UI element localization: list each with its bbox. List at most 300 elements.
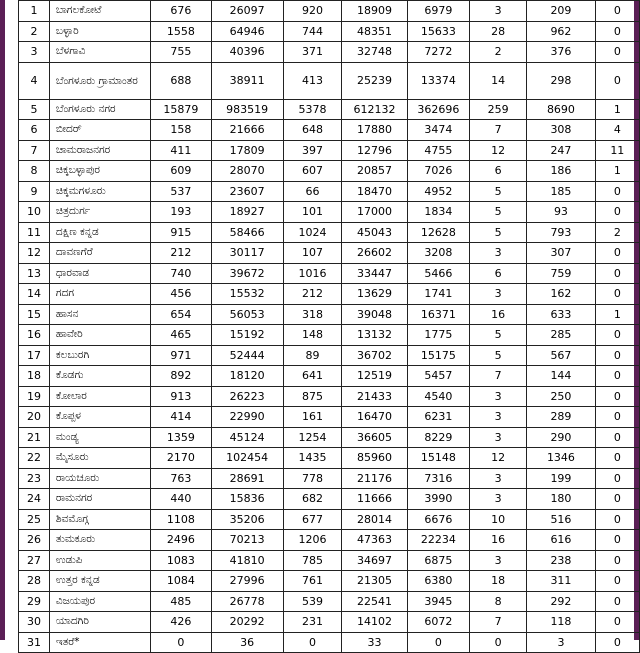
value-col-4-cell: 17000 xyxy=(342,202,408,223)
table-row xyxy=(19,21,640,42)
district-name-cell: ಮಂಡ್ಯ xyxy=(49,427,150,448)
value-col-6-cell: 6 xyxy=(470,263,527,284)
value-col-8-cell: 0 xyxy=(595,509,639,530)
value-col-1-cell: 1558 xyxy=(151,21,211,42)
value-col-2-cell: 40396 xyxy=(211,42,283,63)
value-col-3-cell: 744 xyxy=(283,21,341,42)
district-name-cell: ರಾಮನಗರ xyxy=(49,489,150,510)
value-col-4-cell: 26602 xyxy=(342,243,408,264)
value-col-3-cell: 1254 xyxy=(283,427,341,448)
value-col-4-cell: 18909 xyxy=(342,1,408,22)
value-col-1-cell: 193 xyxy=(151,202,211,223)
value-col-6-cell: 14 xyxy=(470,62,527,99)
value-col-6-cell: 8 xyxy=(470,591,527,612)
district-name-cell: ದಕ್ಷಿಣ ಕನ್ನಡ xyxy=(49,222,150,243)
value-col-6-cell: 3 xyxy=(470,1,527,22)
value-col-5-cell: 15175 xyxy=(407,345,469,366)
serial-number-cell: 3 xyxy=(19,42,50,63)
value-col-7-cell: 290 xyxy=(527,427,595,448)
value-col-2-cell: 35206 xyxy=(211,509,283,530)
value-col-3-cell: 682 xyxy=(283,489,341,510)
value-col-6-cell: 10 xyxy=(470,509,527,530)
district-name-cell: ಇತರೆ* xyxy=(49,632,150,653)
value-col-2-cell: 45124 xyxy=(211,427,283,448)
value-col-8-cell: 0 xyxy=(595,427,639,448)
value-col-4-cell: 12519 xyxy=(342,366,408,387)
value-col-5-cell: 4952 xyxy=(407,181,469,202)
value-col-3-cell: 1024 xyxy=(283,222,341,243)
value-col-3-cell: 1435 xyxy=(283,448,341,469)
value-col-3-cell: 875 xyxy=(283,386,341,407)
value-col-6-cell: 18 xyxy=(470,571,527,592)
value-col-5-cell: 0 xyxy=(407,632,469,653)
value-col-1-cell: 915 xyxy=(151,222,211,243)
value-col-5-cell: 22234 xyxy=(407,530,469,551)
district-name-cell: ಚಿತ್ರದುರ್ಗ xyxy=(49,202,150,223)
value-col-6-cell: 5 xyxy=(470,202,527,223)
serial-number-cell: 31 xyxy=(19,632,50,653)
value-col-2-cell: 17809 xyxy=(211,140,283,161)
district-name-cell: ರಾಯಚೂರು xyxy=(49,468,150,489)
value-col-2-cell: 38911 xyxy=(211,62,283,99)
serial-number-cell: 4 xyxy=(19,62,50,99)
value-col-2-cell: 15532 xyxy=(211,284,283,305)
value-col-5-cell: 7026 xyxy=(407,161,469,182)
value-col-7-cell: 238 xyxy=(527,550,595,571)
value-col-1-cell: 755 xyxy=(151,42,211,63)
table-row xyxy=(19,366,640,387)
value-col-5-cell: 13374 xyxy=(407,62,469,99)
value-col-2-cell: 28691 xyxy=(211,468,283,489)
value-col-5-cell: 12628 xyxy=(407,222,469,243)
value-col-2-cell: 27996 xyxy=(211,571,283,592)
value-col-6-cell: 7 xyxy=(470,366,527,387)
value-col-6-cell: 7 xyxy=(470,612,527,633)
district-name-cell: ದಾವಣಗೆರೆ xyxy=(49,243,150,264)
table-row xyxy=(19,304,640,325)
table-row xyxy=(19,632,640,653)
table-row xyxy=(19,243,640,264)
table-row xyxy=(19,345,640,366)
value-col-5-cell: 4755 xyxy=(407,140,469,161)
value-col-3-cell: 107 xyxy=(283,243,341,264)
value-col-6-cell: 3 xyxy=(470,243,527,264)
value-col-4-cell: 16470 xyxy=(342,407,408,428)
value-col-8-cell: 11 xyxy=(595,140,639,161)
value-col-1-cell: 609 xyxy=(151,161,211,182)
value-col-7-cell: 567 xyxy=(527,345,595,366)
value-col-8-cell: 0 xyxy=(595,284,639,305)
serial-number-cell: 20 xyxy=(19,407,50,428)
table-row xyxy=(19,489,640,510)
value-col-2-cell: 58466 xyxy=(211,222,283,243)
value-col-2-cell: 26223 xyxy=(211,386,283,407)
value-col-2-cell: 18927 xyxy=(211,202,283,223)
value-col-7-cell: 250 xyxy=(527,386,595,407)
district-name-cell: ಕೊಪ್ಪಳ xyxy=(49,407,150,428)
value-col-1-cell: 676 xyxy=(151,1,211,22)
value-col-2-cell: 30117 xyxy=(211,243,283,264)
value-col-1-cell: 1083 xyxy=(151,550,211,571)
value-col-6-cell: 3 xyxy=(470,468,527,489)
value-col-3-cell: 66 xyxy=(283,181,341,202)
value-col-4-cell: 36605 xyxy=(342,427,408,448)
value-col-1-cell: 740 xyxy=(151,263,211,284)
value-col-4-cell: 14102 xyxy=(342,612,408,633)
value-col-6-cell: 28 xyxy=(470,21,527,42)
value-col-3-cell: 397 xyxy=(283,140,341,161)
value-col-7-cell: 209 xyxy=(527,1,595,22)
value-col-8-cell: 0 xyxy=(595,243,639,264)
value-col-1-cell: 913 xyxy=(151,386,211,407)
value-col-6-cell: 16 xyxy=(470,530,527,551)
serial-number-cell: 29 xyxy=(19,591,50,612)
value-col-5-cell: 1741 xyxy=(407,284,469,305)
value-col-2-cell: 102454 xyxy=(211,448,283,469)
value-col-3-cell: 5378 xyxy=(283,99,341,120)
district-name-cell: ಗದಗ xyxy=(49,284,150,305)
value-col-4-cell: 12796 xyxy=(342,140,408,161)
value-col-6-cell: 3 xyxy=(470,407,527,428)
value-col-6-cell: 7 xyxy=(470,120,527,141)
value-col-5-cell: 6380 xyxy=(407,571,469,592)
district-name-cell: ಬೆಳಗಾವಿ xyxy=(49,42,150,63)
value-col-7-cell: 185 xyxy=(527,181,595,202)
value-col-5-cell: 8229 xyxy=(407,427,469,448)
value-col-5-cell: 6875 xyxy=(407,550,469,571)
value-col-8-cell: 0 xyxy=(595,489,639,510)
value-col-1-cell: 971 xyxy=(151,345,211,366)
value-col-7-cell: 308 xyxy=(527,120,595,141)
value-col-6-cell: 12 xyxy=(470,140,527,161)
value-col-8-cell: 0 xyxy=(595,632,639,653)
value-col-1-cell: 1084 xyxy=(151,571,211,592)
value-col-6-cell: 6 xyxy=(470,161,527,182)
district-data-table xyxy=(18,0,640,653)
serial-number-cell: 27 xyxy=(19,550,50,571)
value-col-3-cell: 785 xyxy=(283,550,341,571)
value-col-2-cell: 15836 xyxy=(211,489,283,510)
serial-number-cell: 9 xyxy=(19,181,50,202)
serial-number-cell: 14 xyxy=(19,284,50,305)
value-col-3-cell: 761 xyxy=(283,571,341,592)
value-col-2-cell: 26778 xyxy=(211,591,283,612)
value-col-7-cell: 292 xyxy=(527,591,595,612)
table-row xyxy=(19,427,640,448)
value-col-2-cell: 64946 xyxy=(211,21,283,42)
value-col-7-cell: 162 xyxy=(527,284,595,305)
value-col-1-cell: 440 xyxy=(151,489,211,510)
value-col-2-cell: 15192 xyxy=(211,325,283,346)
value-col-6-cell: 5 xyxy=(470,181,527,202)
value-col-7-cell: 8690 xyxy=(527,99,595,120)
serial-number-cell: 8 xyxy=(19,161,50,182)
value-col-6-cell: 5 xyxy=(470,222,527,243)
value-col-4-cell: 48351 xyxy=(342,21,408,42)
table-row xyxy=(19,1,640,22)
value-col-8-cell: 0 xyxy=(595,345,639,366)
value-col-5-cell: 6676 xyxy=(407,509,469,530)
value-col-7-cell: 247 xyxy=(527,140,595,161)
value-col-8-cell: 0 xyxy=(595,571,639,592)
value-col-2-cell: 56053 xyxy=(211,304,283,325)
value-col-5-cell: 7272 xyxy=(407,42,469,63)
district-name-cell: ಕೋಲಾರ xyxy=(49,386,150,407)
value-col-1-cell: 2496 xyxy=(151,530,211,551)
value-col-8-cell: 0 xyxy=(595,202,639,223)
district-name-cell: ಬೆಂಗಳೂರು ನಗರ xyxy=(49,99,150,120)
value-col-5-cell: 15633 xyxy=(407,21,469,42)
district-name-cell: ಧಾರವಾಡ xyxy=(49,263,150,284)
value-col-5-cell: 6979 xyxy=(407,1,469,22)
value-col-5-cell: 5457 xyxy=(407,366,469,387)
value-col-5-cell: 7316 xyxy=(407,468,469,489)
value-col-3-cell: 1016 xyxy=(283,263,341,284)
value-col-1-cell: 0 xyxy=(151,632,211,653)
value-col-6-cell: 2 xyxy=(470,42,527,63)
value-col-1-cell: 892 xyxy=(151,366,211,387)
value-col-2-cell: 70213 xyxy=(211,530,283,551)
table-row xyxy=(19,468,640,489)
district-name-cell: ಬಳ್ಳಾರಿ xyxy=(49,21,150,42)
value-col-8-cell: 0 xyxy=(595,448,639,469)
district-name-cell: ಚಾಮರಾಜನಗರ xyxy=(49,140,150,161)
value-col-1-cell: 2170 xyxy=(151,448,211,469)
serial-number-cell: 10 xyxy=(19,202,50,223)
district-name-cell: ಶಿವಮೊಗ್ಗ xyxy=(49,509,150,530)
value-col-8-cell: 0 xyxy=(595,386,639,407)
value-col-2-cell: 39672 xyxy=(211,263,283,284)
table-row xyxy=(19,509,640,530)
value-col-2-cell: 20292 xyxy=(211,612,283,633)
serial-number-cell: 12 xyxy=(19,243,50,264)
value-col-4-cell: 85960 xyxy=(342,448,408,469)
value-col-8-cell: 0 xyxy=(595,21,639,42)
value-col-4-cell: 25239 xyxy=(342,62,408,99)
value-col-3-cell: 413 xyxy=(283,62,341,99)
district-name-cell: ಉತ್ತರ ಕನ್ನಡ xyxy=(49,571,150,592)
value-col-4-cell: 32748 xyxy=(342,42,408,63)
value-col-8-cell: 0 xyxy=(595,325,639,346)
table-row xyxy=(19,325,640,346)
value-col-4-cell: 47363 xyxy=(342,530,408,551)
table-row xyxy=(19,263,640,284)
value-col-4-cell: 13132 xyxy=(342,325,408,346)
value-col-1-cell: 426 xyxy=(151,612,211,633)
value-col-8-cell: 0 xyxy=(595,468,639,489)
value-col-7-cell: 289 xyxy=(527,407,595,428)
value-col-1-cell: 465 xyxy=(151,325,211,346)
value-col-1-cell: 654 xyxy=(151,304,211,325)
value-col-6-cell: 3 xyxy=(470,284,527,305)
value-col-1-cell: 688 xyxy=(151,62,211,99)
table-row xyxy=(19,612,640,633)
value-col-2-cell: 983519 xyxy=(211,99,283,120)
value-col-7-cell: 298 xyxy=(527,62,595,99)
serial-number-cell: 2 xyxy=(19,21,50,42)
value-col-5-cell: 3945 xyxy=(407,591,469,612)
value-col-1-cell: 763 xyxy=(151,468,211,489)
table-row xyxy=(19,530,640,551)
value-col-8-cell: 1 xyxy=(595,304,639,325)
value-col-2-cell: 23607 xyxy=(211,181,283,202)
value-col-5-cell: 3990 xyxy=(407,489,469,510)
value-col-4-cell: 45043 xyxy=(342,222,408,243)
value-col-4-cell: 20857 xyxy=(342,161,408,182)
district-name-cell: ಕೊಡಗು xyxy=(49,366,150,387)
value-col-5-cell: 16371 xyxy=(407,304,469,325)
value-col-8-cell: 0 xyxy=(595,612,639,633)
value-col-4-cell: 18470 xyxy=(342,181,408,202)
value-col-8-cell: 4 xyxy=(595,120,639,141)
value-col-4-cell: 39048 xyxy=(342,304,408,325)
value-col-2-cell: 26097 xyxy=(211,1,283,22)
value-col-2-cell: 36 xyxy=(211,632,283,653)
value-col-4-cell: 21176 xyxy=(342,468,408,489)
value-col-5-cell: 5466 xyxy=(407,263,469,284)
district-name-cell: ಬೆಂಗಳೂರು ಗ್ರಾಮಾಂತರ xyxy=(49,62,150,99)
value-col-3-cell: 371 xyxy=(283,42,341,63)
serial-number-cell: 21 xyxy=(19,427,50,448)
value-col-6-cell: 259 xyxy=(470,99,527,120)
value-col-8-cell: 0 xyxy=(595,62,639,99)
district-name-cell: ಯಾದಗಿರಿ xyxy=(49,612,150,633)
value-col-4-cell: 21433 xyxy=(342,386,408,407)
value-col-3-cell: 648 xyxy=(283,120,341,141)
value-col-3-cell: 148 xyxy=(283,325,341,346)
value-col-6-cell: 0 xyxy=(470,632,527,653)
value-col-7-cell: 118 xyxy=(527,612,595,633)
value-col-8-cell: 0 xyxy=(595,181,639,202)
district-name-cell: ಕಲಬುರಗಿ xyxy=(49,345,150,366)
value-col-8-cell: 0 xyxy=(595,407,639,428)
value-col-5-cell: 4540 xyxy=(407,386,469,407)
district-name-cell: ಉಡುಪಿ xyxy=(49,550,150,571)
serial-number-cell: 28 xyxy=(19,571,50,592)
serial-number-cell: 16 xyxy=(19,325,50,346)
value-col-7-cell: 144 xyxy=(527,366,595,387)
value-col-6-cell: 16 xyxy=(470,304,527,325)
value-col-7-cell: 616 xyxy=(527,530,595,551)
value-col-8-cell: 1 xyxy=(595,161,639,182)
table-row xyxy=(19,202,640,223)
serial-number-cell: 13 xyxy=(19,263,50,284)
value-col-5-cell: 15148 xyxy=(407,448,469,469)
value-col-1-cell: 411 xyxy=(151,140,211,161)
value-col-7-cell: 633 xyxy=(527,304,595,325)
serial-number-cell: 25 xyxy=(19,509,50,530)
value-col-7-cell: 311 xyxy=(527,571,595,592)
serial-number-cell: 19 xyxy=(19,386,50,407)
value-col-2-cell: 22990 xyxy=(211,407,283,428)
value-col-1-cell: 537 xyxy=(151,181,211,202)
value-col-7-cell: 186 xyxy=(527,161,595,182)
value-col-4-cell: 17880 xyxy=(342,120,408,141)
serial-number-cell: 30 xyxy=(19,612,50,633)
value-col-1-cell: 1359 xyxy=(151,427,211,448)
table-row xyxy=(19,99,640,120)
value-col-8-cell: 1 xyxy=(595,99,639,120)
value-col-3-cell: 318 xyxy=(283,304,341,325)
district-name-cell: ವಿಜಯಪುರ xyxy=(49,591,150,612)
value-col-4-cell: 13629 xyxy=(342,284,408,305)
value-col-3-cell: 212 xyxy=(283,284,341,305)
value-col-4-cell: 34697 xyxy=(342,550,408,571)
value-col-7-cell: 793 xyxy=(527,222,595,243)
value-col-1-cell: 485 xyxy=(151,591,211,612)
value-col-3-cell: 161 xyxy=(283,407,341,428)
value-col-8-cell: 0 xyxy=(595,42,639,63)
value-col-3-cell: 1206 xyxy=(283,530,341,551)
value-col-1-cell: 212 xyxy=(151,243,211,264)
serial-number-cell: 22 xyxy=(19,448,50,469)
value-col-6-cell: 3 xyxy=(470,427,527,448)
value-col-3-cell: 231 xyxy=(283,612,341,633)
value-col-3-cell: 89 xyxy=(283,345,341,366)
value-col-8-cell: 0 xyxy=(595,1,639,22)
value-col-7-cell: 93 xyxy=(527,202,595,223)
table-row xyxy=(19,181,640,202)
value-col-2-cell: 28070 xyxy=(211,161,283,182)
value-col-3-cell: 0 xyxy=(283,632,341,653)
value-col-5-cell: 362696 xyxy=(407,99,469,120)
value-col-6-cell: 3 xyxy=(470,489,527,510)
value-col-3-cell: 539 xyxy=(283,591,341,612)
value-col-6-cell: 3 xyxy=(470,550,527,571)
district-name-cell: ಚಿಕ್ಕಬಳ್ಳಾಪುರ xyxy=(49,161,150,182)
value-col-1-cell: 158 xyxy=(151,120,211,141)
serial-number-cell: 23 xyxy=(19,468,50,489)
serial-number-cell: 17 xyxy=(19,345,50,366)
value-col-4-cell: 612132 xyxy=(342,99,408,120)
value-col-8-cell: 0 xyxy=(595,366,639,387)
district-name-cell: ತುಮಕೂರು xyxy=(49,530,150,551)
value-col-4-cell: 33 xyxy=(342,632,408,653)
table-row xyxy=(19,386,640,407)
value-col-4-cell: 22541 xyxy=(342,591,408,612)
value-col-8-cell: 2 xyxy=(595,222,639,243)
value-col-8-cell: 0 xyxy=(595,550,639,571)
value-col-1-cell: 414 xyxy=(151,407,211,428)
value-col-7-cell: 516 xyxy=(527,509,595,530)
table-row xyxy=(19,407,640,428)
district-data-table-container xyxy=(18,0,640,653)
value-col-3-cell: 101 xyxy=(283,202,341,223)
table-row xyxy=(19,42,640,63)
table-body xyxy=(19,1,640,653)
value-col-7-cell: 285 xyxy=(527,325,595,346)
value-col-6-cell: 12 xyxy=(470,448,527,469)
value-col-8-cell: 0 xyxy=(595,263,639,284)
table-row xyxy=(19,591,640,612)
value-col-7-cell: 199 xyxy=(527,468,595,489)
left-border-bar xyxy=(0,0,5,640)
value-col-8-cell: 0 xyxy=(595,591,639,612)
district-name-cell: ಹಾವೇರಿ xyxy=(49,325,150,346)
value-col-7-cell: 180 xyxy=(527,489,595,510)
value-col-5-cell: 6072 xyxy=(407,612,469,633)
value-col-1-cell: 1108 xyxy=(151,509,211,530)
table-row xyxy=(19,222,640,243)
value-col-1-cell: 456 xyxy=(151,284,211,305)
district-name-cell: ಮೈಸೂರು xyxy=(49,448,150,469)
table-row xyxy=(19,550,640,571)
value-col-3-cell: 677 xyxy=(283,509,341,530)
serial-number-cell: 7 xyxy=(19,140,50,161)
value-col-7-cell: 759 xyxy=(527,263,595,284)
value-col-2-cell: 41810 xyxy=(211,550,283,571)
table-row xyxy=(19,140,640,161)
